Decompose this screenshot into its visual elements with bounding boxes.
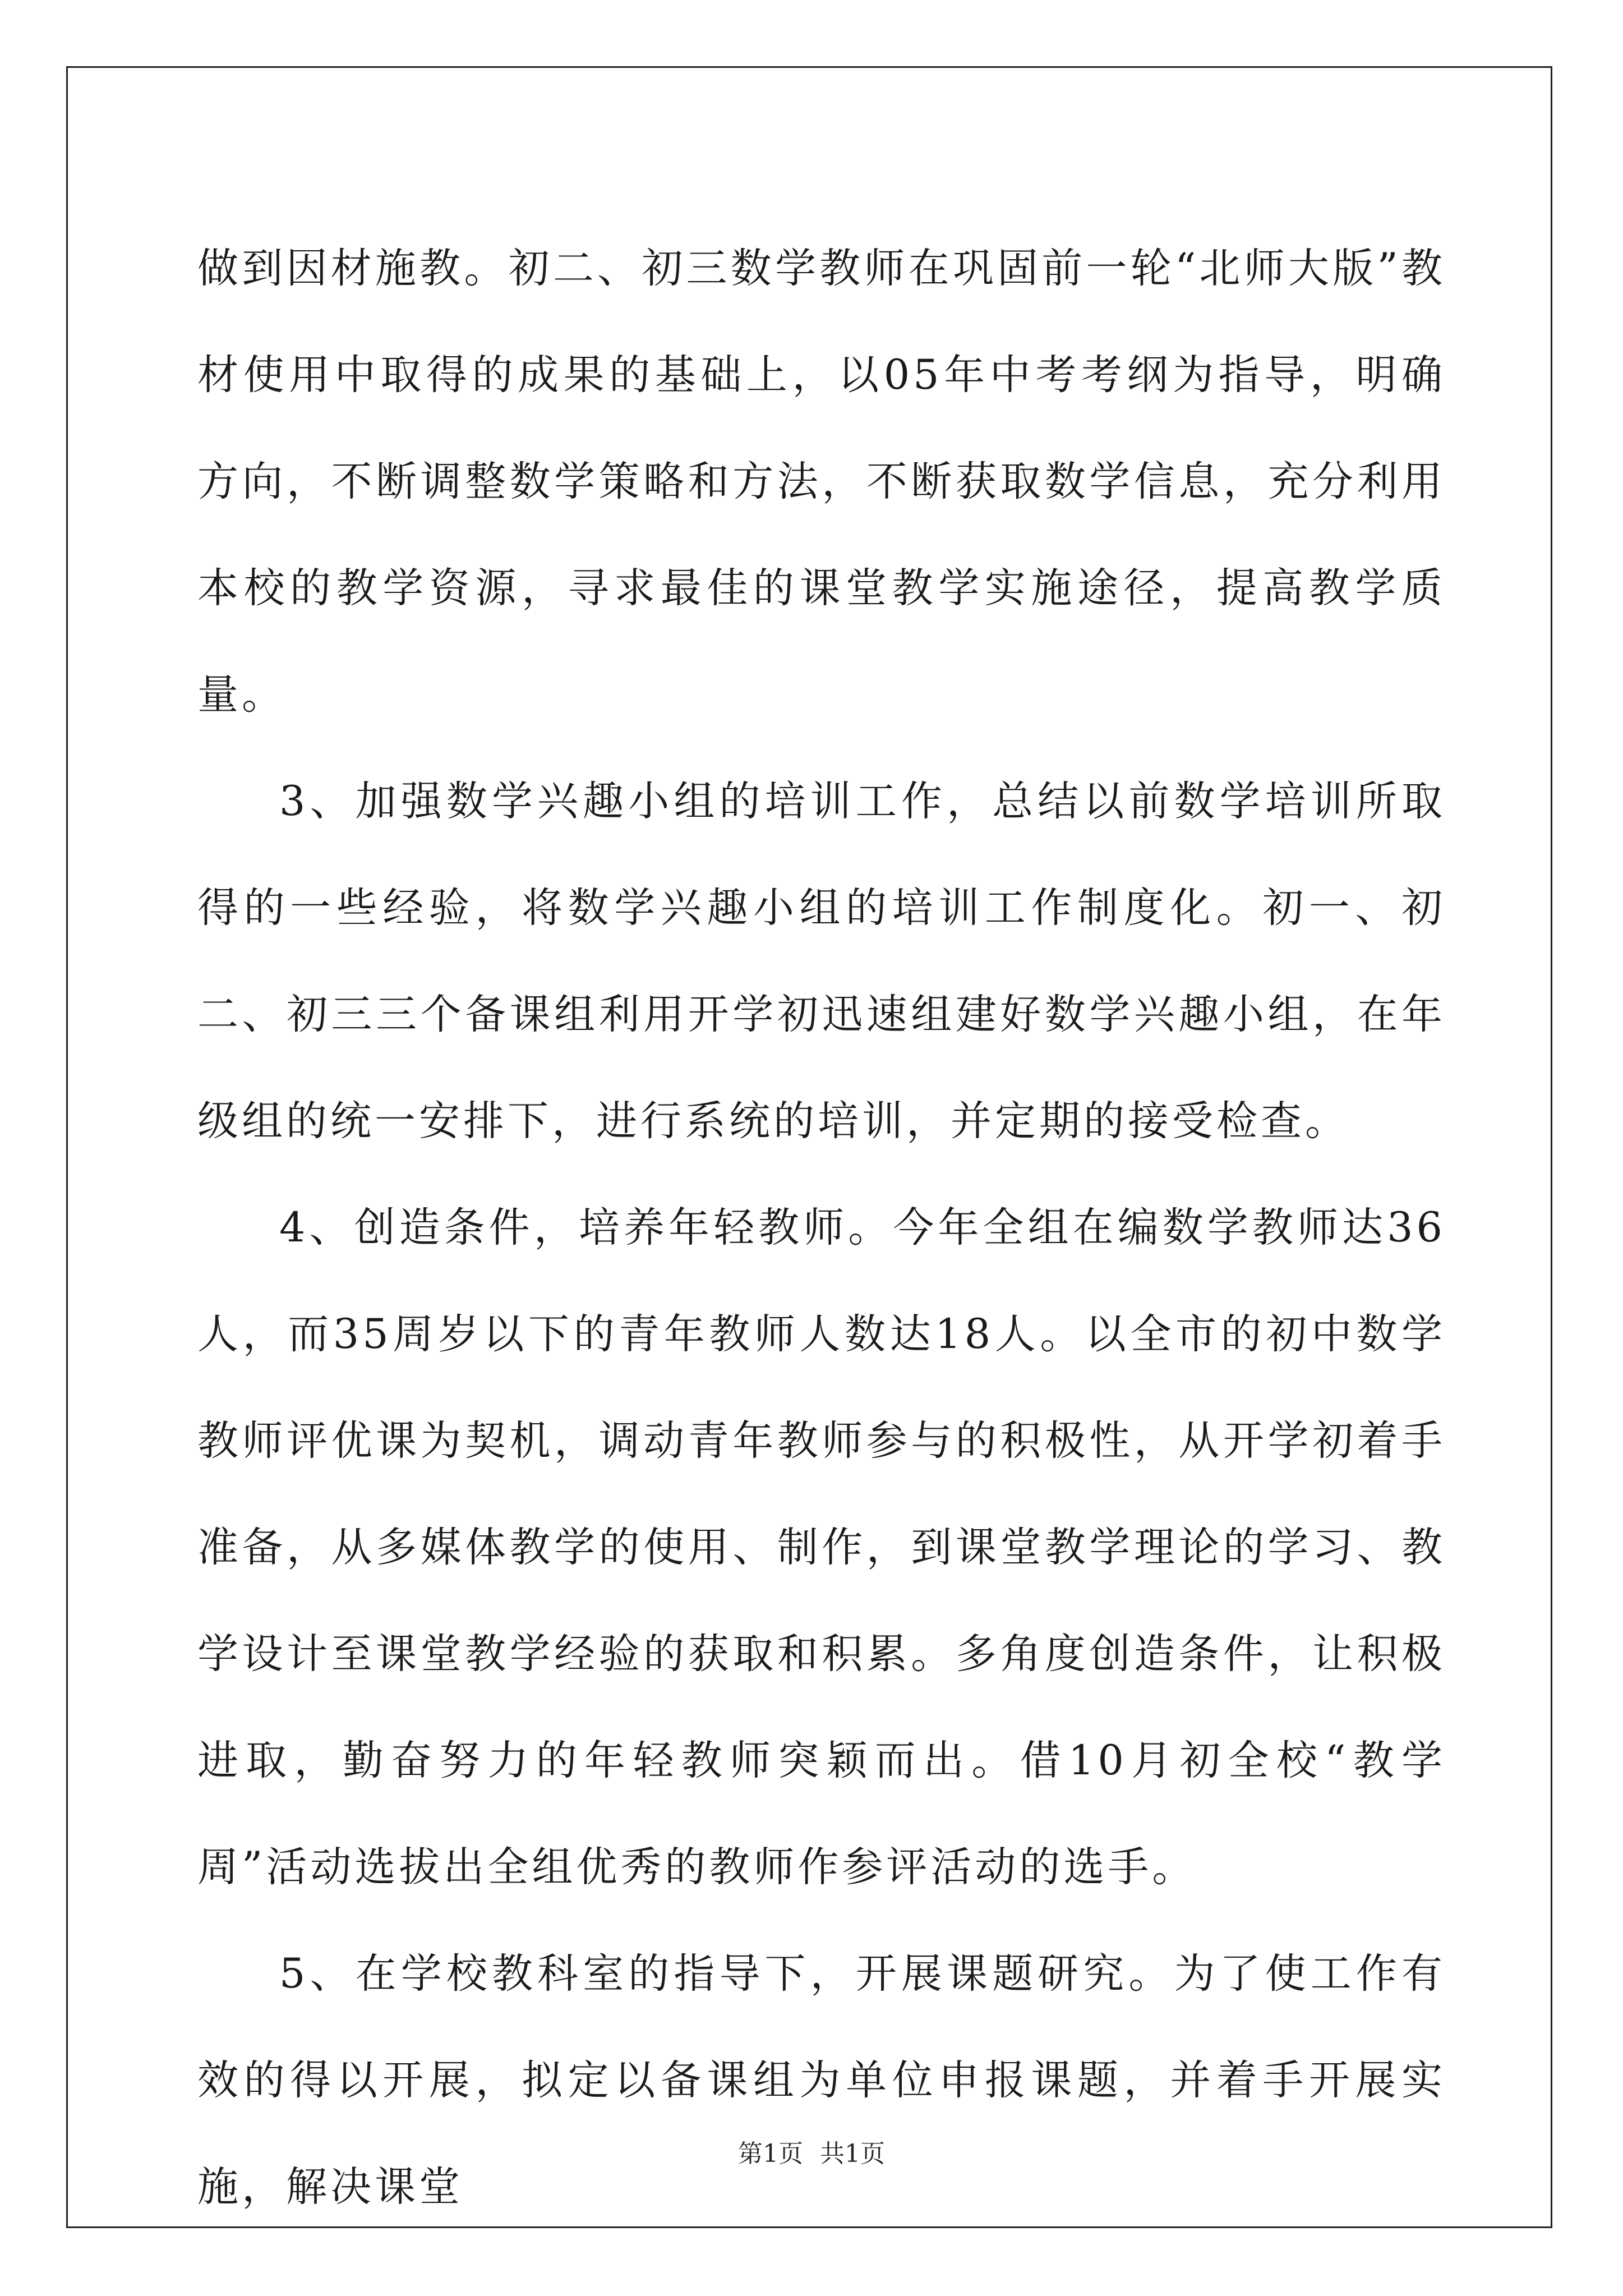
paragraph-2: 3、加强数学兴趣小组的培训工作，总结以前数学培训所取得的一些经验，将数学兴趣小组的培训工作制度化。初一、初二、初三三个备课组利用开学初迅速组建好数学兴趣小组，在年级组的统一安排下，进行系统的培训，并定期的接受检查。 bbox=[197, 777, 1446, 1145]
page-total: 共1页 bbox=[820, 2139, 885, 2168]
page-footer bbox=[0, 2137, 1623, 2171]
document-body bbox=[197, 215, 1446, 2240]
paragraph-1: 做到因材施教。初二、初三数学教师在巩固前一轮“北师大版”教材使用中取得的成果的基础上，以05年中考考纲为指导，明确方向，不断调整数学策略和方法，不断获取数学信息，充分利用本校的教学资源，寻求最佳的课堂教学实施途径，提高教学质量。 bbox=[197, 245, 1446, 719]
paragraph-4: 5、在学校教科室的指导下，开展课题研究。为了使工作有效的得以开展，拟定以备课组为单位申报课题，并着手开展实施，解决课堂 bbox=[197, 1950, 1446, 2211]
page-number: 第1页 bbox=[738, 2139, 803, 2168]
paragraph-3: 4、创造条件，培养年轻教师。今年全组在编数学教师达36人，而35周岁以下的青年教师人数达18人。以全市的初中数学教师评优课为契机，调动青年教师参与的积极性，从开学初着手准备，从多媒体教学的使用、制作，到课堂教学理论的学习、教学设计至课堂教学经验的获取和积累。多角度创造条件，让积极进取，勤奋努力的年轻教师突颖而出。借10月初全校“教学周”活动选拔出全组优秀的教师作参评活动的选手。 bbox=[197, 1204, 1446, 1891]
